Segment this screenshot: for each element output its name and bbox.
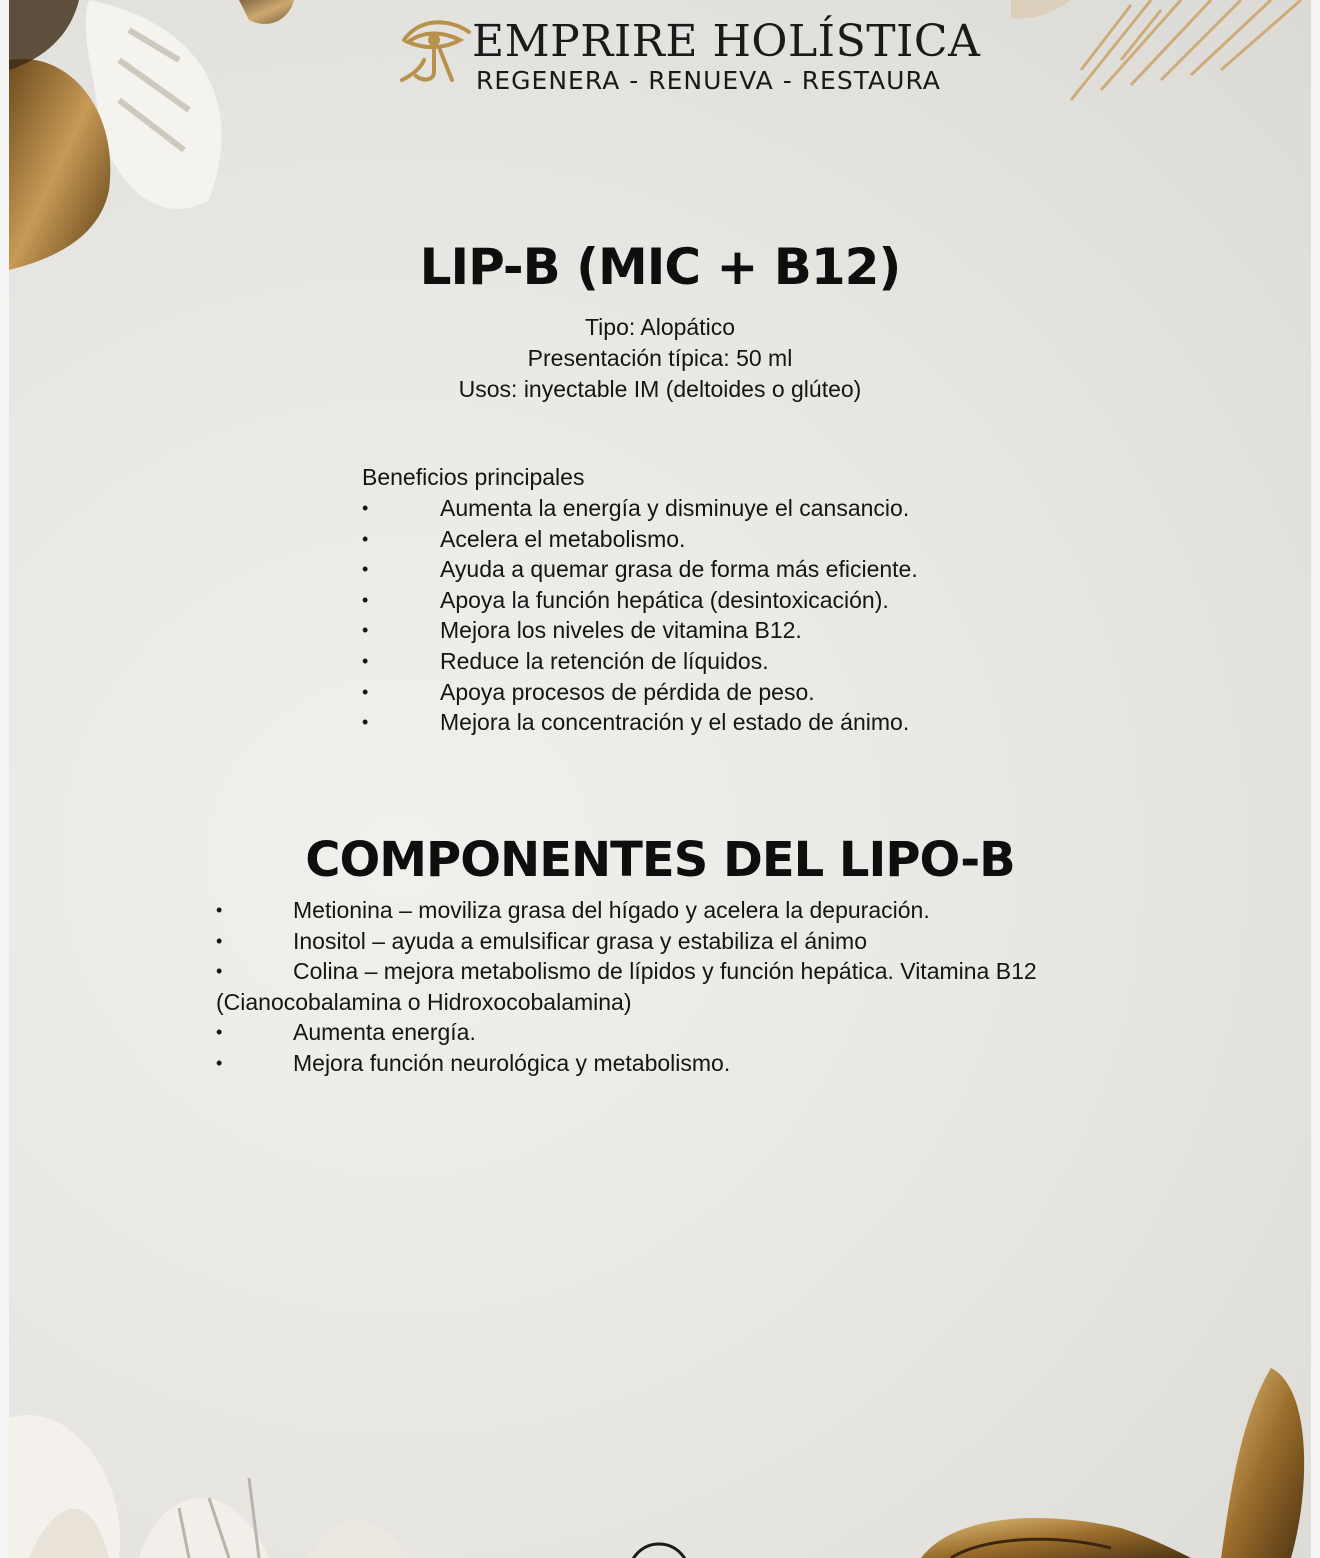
document-page	[9, 0, 1311, 1558]
benefits-heading: Beneficios principales	[362, 464, 585, 490]
decorative-leaves-bottom-right	[891, 1368, 1311, 1558]
list-item	[362, 646, 1062, 677]
benefit-text: Aumenta la energía y disminuye el cansancio.	[440, 495, 910, 521]
component-text: Colina – mejora metabolismo de lípidos y función hepática. Vitamina B12 (Cianocobalamina o Hidroxocobalamina)	[216, 958, 1037, 1015]
benefit-text: Acelera el metabolismo.	[440, 525, 686, 552]
bullet: •	[362, 650, 369, 671]
decorative-leaves-top-right	[1011, 0, 1311, 110]
components-section	[216, 895, 1096, 1079]
list-item	[362, 493, 1062, 524]
bullet: •	[362, 712, 369, 733]
eye-of-horus-icon	[394, 10, 474, 86]
benefits-list	[362, 493, 1062, 738]
components-list	[216, 895, 1096, 1079]
bullet: •	[216, 1052, 223, 1073]
component-text: Inositol – ayuda a emulsificar grasa y estabiliza el ánimo	[293, 927, 868, 954]
list-item	[216, 926, 1096, 957]
benefit-text: Apoya procesos de pérdida de peso.	[440, 678, 815, 705]
viewer-border-left	[0, 0, 9, 1558]
list-item	[362, 707, 1062, 738]
product-type: Tipo: Alopático	[584, 314, 736, 340]
product-presentation: Presentación típica: 50 ml	[527, 345, 793, 371]
bullet: •	[362, 620, 369, 641]
component-text: Mejora función neurológica y metabolismo.	[293, 1049, 731, 1076]
brand-name: EMPRIRE HOLÍSTICA	[472, 16, 981, 67]
list-item	[362, 585, 1062, 616]
list-item	[362, 615, 1062, 646]
brand-logo	[394, 10, 981, 95]
bullet: •	[362, 498, 369, 518]
bullet: •	[216, 961, 223, 982]
benefit-text: Mejora los niveles de vitamina B12.	[440, 617, 802, 644]
product-uses: Usos: inyectable IM (deltoides o glúteo)	[458, 376, 862, 402]
scroll-circle-button[interactable]	[624, 1540, 694, 1558]
benefit-text: Reduce la retención de líquidos.	[440, 647, 769, 674]
viewer-border-right	[1311, 0, 1320, 1558]
bullet: •	[362, 681, 369, 702]
list-item	[216, 1048, 1096, 1079]
benefit-text: Mejora la concentración y el estado de ánimo.	[440, 709, 910, 736]
benefits-section	[362, 462, 1062, 738]
decorative-leaves-bottom-left	[9, 1358, 429, 1558]
bullet: •	[216, 930, 223, 951]
list-item	[362, 677, 1062, 708]
product-title: LIP-B (MIC + B12)	[419, 238, 901, 296]
benefit-text: Ayuda a quemar grasa de forma más eficiente.	[440, 556, 918, 583]
list-item	[216, 956, 1096, 1017]
list-item	[362, 554, 1062, 585]
bullet: •	[362, 589, 369, 610]
list-item	[216, 895, 1096, 926]
bullet: •	[362, 559, 369, 580]
list-item	[362, 524, 1062, 555]
component-text: Metionina – moviliza grasa del hígado y acelera la depuración.	[293, 897, 930, 923]
benefit-text: Apoya la función hepática (desintoxicación).	[440, 586, 889, 613]
bullet: •	[216, 900, 223, 920]
product-info	[9, 312, 1311, 405]
component-text: Aumenta energía.	[293, 1019, 476, 1046]
list-item	[216, 1017, 1096, 1048]
brand-tagline: REGENERA - RENUEVA - RESTAURA	[476, 66, 941, 95]
components-title: COMPONENTES DEL LIPO-B	[305, 832, 1015, 888]
bullet: •	[362, 528, 369, 549]
bullet: •	[216, 1022, 223, 1043]
